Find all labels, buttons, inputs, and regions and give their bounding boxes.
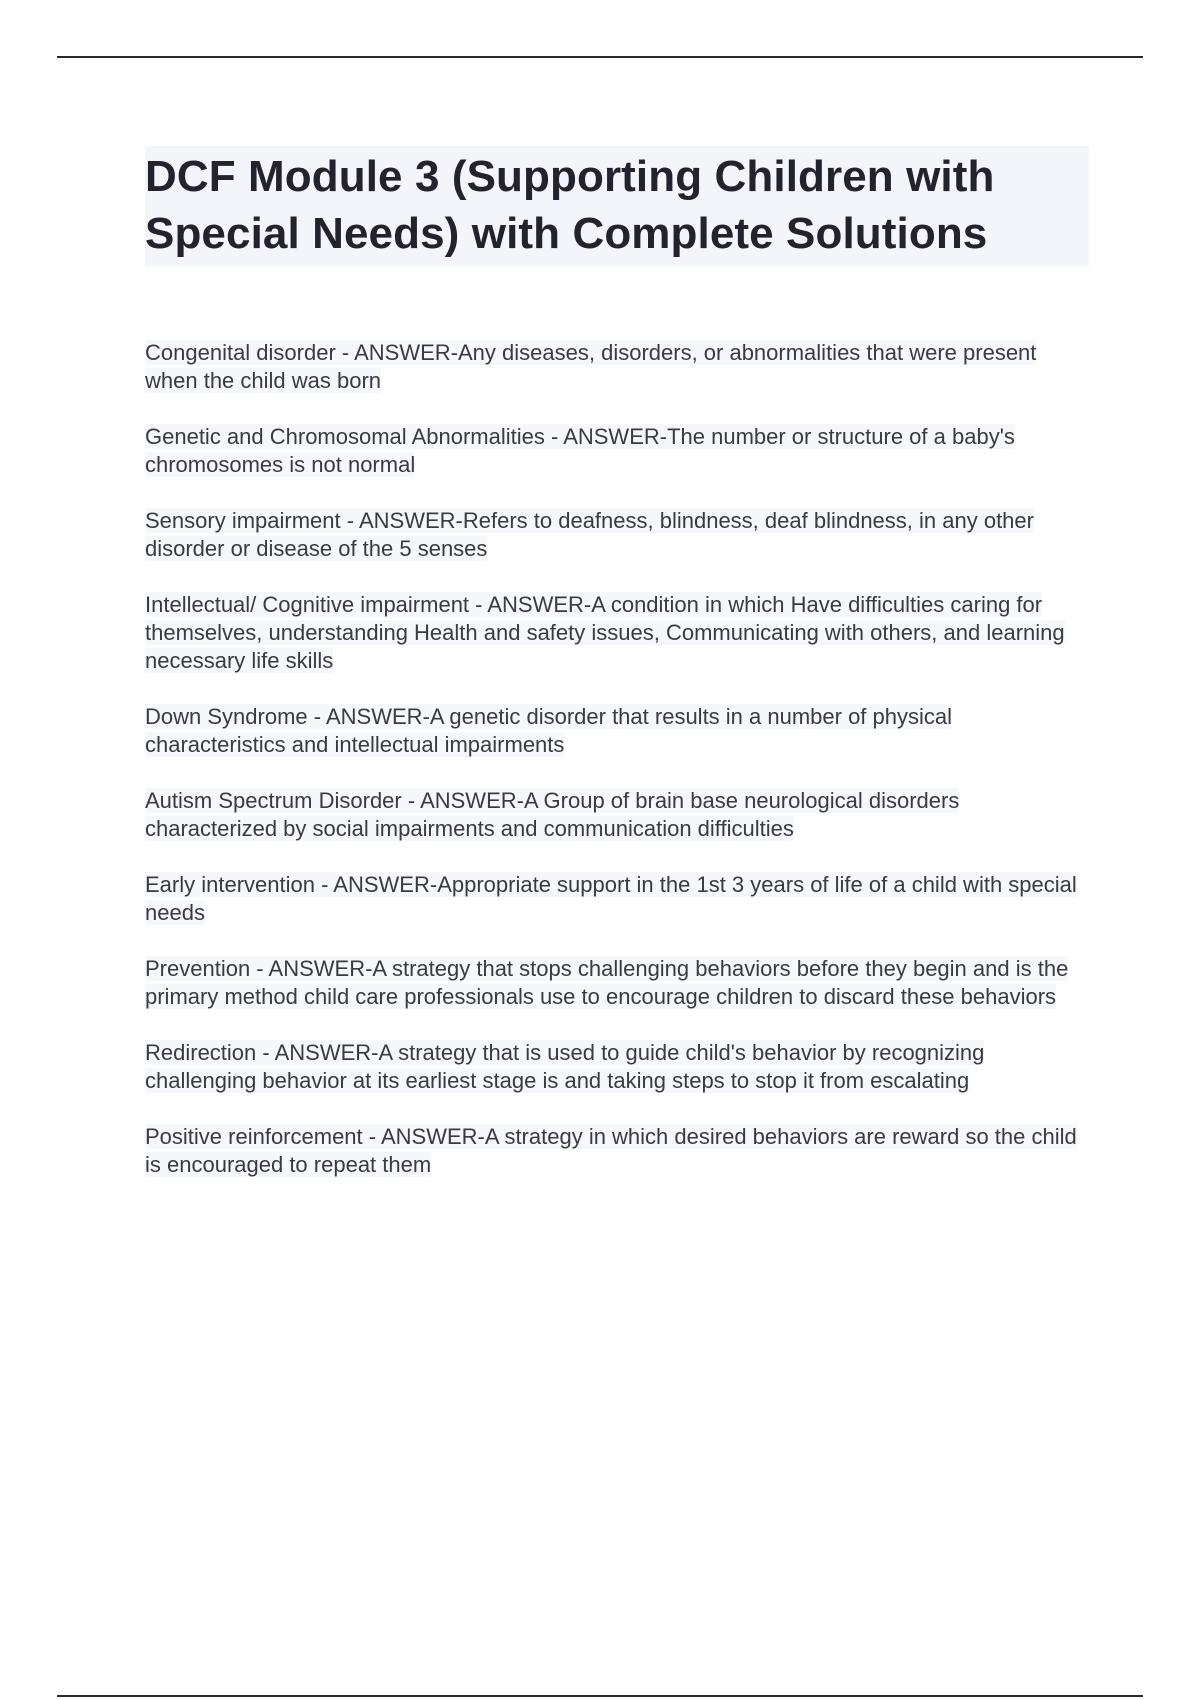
qa-item [145,1123,1080,1179]
bottom-divider [57,1695,1143,1697]
qa-item [145,871,1080,927]
qa-item-text: Sensory impairment - ANSWER-Refers to deafness, blindness, deaf blindness, in any other disorder or disease of the 5 senses [145,508,1034,561]
qa-item-text: Redirection - ANSWER-A strategy that is used to guide child's behavior by recognizing challenging behavior at its earliest stage is and taking steps to stop it from escalating [145,1040,985,1093]
qa-item [145,1039,1080,1095]
top-divider [57,56,1143,58]
qa-item [145,339,1080,395]
qa-item [145,507,1080,563]
qa-item [145,703,1080,759]
qa-item-text: Congenital disorder - ANSWER-Any diseases, disorders, or abnormalities that were present when the child was born [145,340,1037,393]
qa-item [145,591,1080,675]
qa-item [145,955,1080,1011]
qa-item-text: Prevention - ANSWER-A strategy that stops challenging behaviors before they begin and is the primary method child care professionals use to encourage children to discard these behaviors [145,956,1069,1009]
qa-item-text: Genetic and Chromosomal Abnormalities - ANSWER-The number or structure of a baby's chromosomes is not normal [145,424,1015,477]
document-title: DCF Module 3 (Supporting Children with Special Needs) with Complete Solutions [145,152,995,258]
title-block [145,146,1089,266]
qa-list [145,339,1080,1207]
qa-item-text: Intellectual/ Cognitive impairment - ANSWER-A condition in which Have difficulties caring for themselves, understanding Health and safety issues, Communicating with others, and learning necessary life skills [145,592,1065,673]
qa-item [145,787,1080,843]
qa-item-text: Down Syndrome - ANSWER-A genetic disorder that results in a number of physical characteristics and intellectual impairments [145,704,953,757]
qa-item-text: Autism Spectrum Disorder - ANSWER-A Group of brain base neurological disorders characterized by social impairments and communication difficulties [145,788,960,841]
qa-item-text: Positive reinforcement - ANSWER-A strategy in which desired behaviors are reward so the child is encouraged to repeat them [145,1124,1077,1177]
qa-item [145,423,1080,479]
qa-item-text: Early intervention - ANSWER-Appropriate support in the 1st 3 years of life of a child with special needs [145,872,1077,925]
